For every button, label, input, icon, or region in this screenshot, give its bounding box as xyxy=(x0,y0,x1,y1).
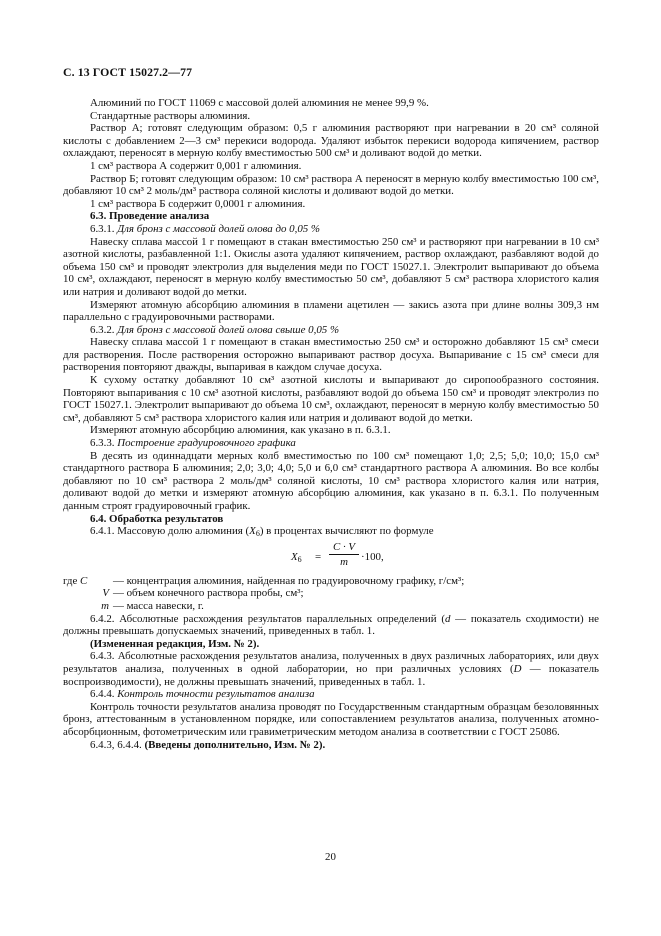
paragraph: Измеряют атомную абсорбцию алюминия, как указано в п. 6.3.1. xyxy=(90,424,391,437)
subsection-number: 6.3.3. xyxy=(90,437,115,450)
section-heading: 6.3. Проведение анализа xyxy=(90,210,210,223)
amendment-note: (Измененная редакция, Изм. № 2). xyxy=(90,637,260,650)
subsection-title: Для бронз с массовой долей олова свыше 0,05 % xyxy=(117,323,340,336)
paragraph: Контроль точности результатов анализа проводят по Государственным стандартным образцам безоловянных бронз, аттестованным в установленном порядке, или сопоставлением результатов анализа, полученных атомно-абсорбционным, фотометрическим или гравиметрическим методом анализа в соответствии с ГОСТ 25086. xyxy=(63,700,599,738)
definition-row xyxy=(63,600,599,613)
paragraph: К сухому остатку добавляют 10 см³ азотной кислоты и выпаривают до сиропообразного состояния. Повторяют выпаривания с 10 см³ азотной кислоты, разбавляют водой до объема 150 см³ и проводят электролиз по ГОСТ 15027.1. Электролит выпаривают до объема 10 см³, охлаждают, переносят в мерную колбу вместимостью 50 см³, добавляют 5 см³ раствора хлористого калия или натрия и доливают водой до метки. xyxy=(63,374,599,424)
subsection-number: 6.3.1. xyxy=(90,222,115,235)
definition-row xyxy=(63,575,599,588)
formula-denominator: m xyxy=(340,556,348,569)
definition-row xyxy=(63,587,599,600)
formula xyxy=(63,540,599,574)
subsection-heading xyxy=(63,223,599,236)
formula-tail: ·100, xyxy=(361,550,384,563)
formula-fraction xyxy=(329,541,359,569)
definition-text: — объем конечного раствора пробы, см³; xyxy=(113,587,304,600)
section-heading: 6.4. Обработка результатов xyxy=(90,512,224,525)
subsection-number: 6.4.4. xyxy=(90,688,115,701)
definition-text: — концентрация алюминия, найденная по градуировочному графику, г/см³; xyxy=(113,574,465,587)
paragraph: 6.4.3. Абсолютные расхождения результатов анализа, полученных в двух различных лабораториях, или двух результатов анализа, полученных в одной лаборатории, но при различных условиях (D — показатель воспроизводимости), не должны превышать значений, приведенных в табл. 1. xyxy=(63,650,599,688)
subsection-heading xyxy=(63,437,599,450)
document-body xyxy=(63,97,599,751)
paragraph: 1 см³ раствора А содержит 0,001 г алюминия. xyxy=(90,159,302,172)
paragraph: Стандартные растворы алюминия. xyxy=(90,109,251,122)
definition-text: — масса навески, г. xyxy=(113,599,204,612)
amendment-note: 6.4.3, 6.4.4. (Введены дополнительно, Изм. № 2). xyxy=(90,738,326,751)
subsection-title: Контроль точности результатов анализа xyxy=(117,688,315,701)
subsection-title: Построение градуировочного графика xyxy=(117,437,296,450)
definition-symbol: где C xyxy=(63,574,88,587)
paragraph: Раствор А; готовят следующим образом: 0,5 г алюминия растворяют при нагревании в 20 см³ соляной кислоты с добавлением 2—3 см³ перекиси водорода. Удаляют избыток перекиси водорода кипячением, раствор охлаждают, переносят в мерную колбу вместимостью 500 см³ и доливают водой до метки. xyxy=(63,122,599,160)
paragraph: 6.4.2. Абсолютные расхождения результатов параллельных определений (d — показатель сходимости) не должны превышать допускаемых значений, приведенных в табл. 1. xyxy=(63,612,599,638)
subsection-heading xyxy=(63,688,599,701)
paragraph: 1 см³ раствора Б содержит 0,0001 г алюминия. xyxy=(90,197,306,210)
paragraph: Алюминий по ГОСТ 11069 с массовой долей алюминия не менее 99,9 %. xyxy=(90,97,429,109)
paragraph: Навеску сплава массой 1 г помещают в стакан вместимостью 250 см³ и растворяют при нагревании в 10 см³ азотной кислоты, разбавленной 1:1. Окислы азота удаляют кипячением, раствор охлаждают, разбавляют водой до объема 150 см³ и проводят электролиз для выделения меди по ГОСТ 15027.1. Электролит выпаривают до объема 10 см³, охлаждают, переносят в мерную колбу вместимостью 50 см³, добавляют 5 см³ раствора хлористого калия или натрия и доливают водой до метки. xyxy=(63,235,599,298)
definition-symbol: V xyxy=(102,587,109,600)
paragraph: Раствор Б; готовят следующим образом: 10 см³ раствора А переносят в мерную колбу вместимостью 100 см³, добавляют 10 см³ 2 моль/дм³ раствора соляной кислоты и доливают водой до метки. xyxy=(63,172,599,198)
formula-numerator: C · V xyxy=(329,541,359,556)
formula-equals: = xyxy=(315,550,322,563)
paragraph: Измеряют атомную абсорбцию алюминия в пламени ацетилен — закись азота при длине волны 309,3 нм параллельно с градуировочными растворами. xyxy=(63,298,599,324)
subsection-heading xyxy=(63,324,599,337)
subsection-title: Для бронз с массовой долей олова до 0,05 % xyxy=(117,222,321,235)
page-number: 20 xyxy=(325,851,336,863)
definition-symbol: m xyxy=(101,599,109,612)
paragraph: В десять из одиннадцати мерных колб вместимостью по 100 см³ помещают 1,0; 2,5; 5,0; 10,0; 15,0 см³ стандартного раствора Б алюминия; 2,0; 3,0; 4,0; 5,0 и 6,0 см³ стандартного раствора А алюминия. Во все колбы добавляют по 10 см³ раствора 2 моль/дм³ соляной кислоты, 10 см³ раствора хлористого калия или натрия, доливают водой до метки и измеряют атомную абсорбцию алюминия, как указано в п. 6.3.1. По полученным данным строят градуировочный график. xyxy=(63,449,599,512)
page-header: С. 13 ГОСТ 15027.2—77 xyxy=(63,65,193,79)
subsection-number: 6.3.2. xyxy=(90,323,115,336)
paragraph: Навеску сплава массой 1 г помещают в стакан вместимостью 250 см³ и осторожно добавляют 15 см³ смеси для растворения. После растворения осторожно выпаривают раствор досуха. Выпаривание с 15 см³ смеси для растворения повторяют дважды, выпаривая в каждом случае досуха. xyxy=(63,336,599,374)
paragraph: 6.4.1. Массовую долю алюминия $(X_6)$ в процентах вычисляют по формуле xyxy=(90,525,434,539)
formula-lhs: $X_6$ xyxy=(291,550,302,564)
